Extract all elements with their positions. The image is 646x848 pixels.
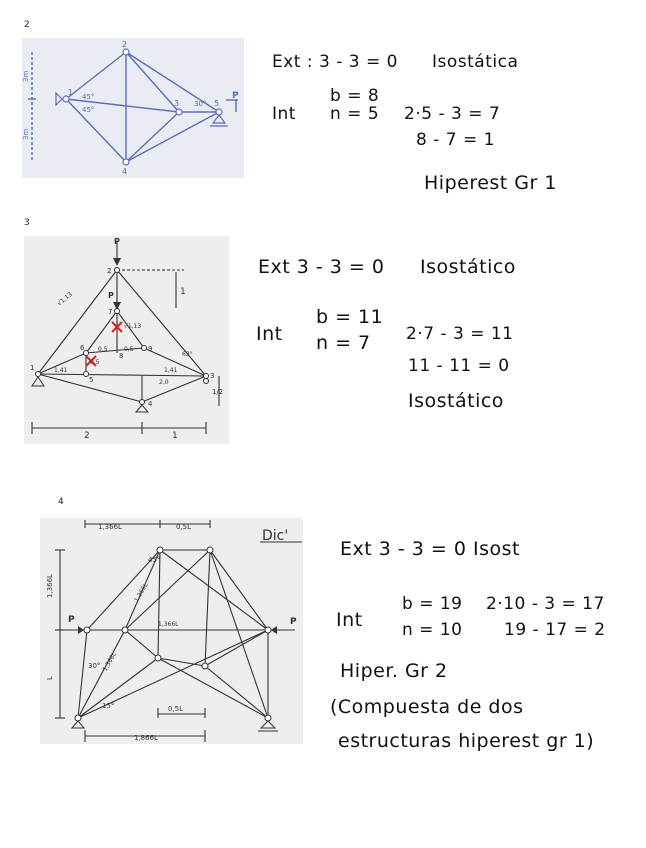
angle-label: 45° <box>82 93 95 101</box>
diagonal-label: 1,366L <box>101 651 118 673</box>
angle-label: 45° <box>148 556 161 564</box>
value-label: 0,5 <box>98 346 108 353</box>
int-calculation: 2·7 - 3 = 11 <box>406 324 514 344</box>
angle-label: 15° <box>102 702 115 710</box>
node-label: 4 <box>122 167 128 176</box>
int-label: Int <box>256 323 283 345</box>
angle-label: 45° <box>82 106 95 114</box>
dimension-label: 1 <box>180 287 186 297</box>
dimension-label: 0,5L <box>168 705 184 713</box>
bars-count: b = 11 <box>316 306 384 328</box>
diagonal-label: 1,366L <box>158 621 179 628</box>
load-label: P <box>68 615 75 625</box>
ext-classification: Isostático <box>420 256 516 278</box>
node-label: 9 <box>148 345 153 353</box>
value-label: 0,5 <box>90 359 100 366</box>
dimension-label: 1 <box>172 431 178 441</box>
load-label: P <box>108 291 114 300</box>
dimension-label: L <box>46 676 54 680</box>
load-label: P <box>290 617 297 627</box>
node-label: 1 <box>68 88 74 97</box>
truss-figure-3 <box>24 236 229 444</box>
load-label: P <box>114 237 120 246</box>
problem-number: 2 <box>24 20 30 30</box>
node-label: 5 <box>89 376 94 384</box>
result-text: Hiper. Gr 2 <box>340 660 448 682</box>
dimension-label: 2 <box>84 431 90 441</box>
value-label: 0,5 <box>124 346 134 353</box>
node-label: 1 <box>30 364 35 372</box>
load-label: P <box>232 91 239 101</box>
int-calculation: 2·5 - 3 = 7 <box>404 104 501 124</box>
ext-equation: Ext : 3 - 3 = 0 <box>272 52 398 72</box>
ext-equation: Ext 3 - 3 = 0 Isost <box>340 538 520 560</box>
ext-classification: Isostática <box>432 52 519 72</box>
value-label: 1,41 <box>54 367 68 374</box>
dimension-label: 1,866L <box>134 734 158 742</box>
int-difference: 8 - 7 = 1 <box>416 130 495 150</box>
handwritten-note: Dic' <box>262 528 289 544</box>
node-label: 8 <box>119 352 124 360</box>
value-label: √1,13 <box>56 290 74 308</box>
int-label: Int <box>336 609 363 631</box>
angle-label: 30° <box>194 100 207 108</box>
int-difference: 19 - 17 = 2 <box>504 620 606 640</box>
result-text: Isostático <box>408 390 504 412</box>
truss-figure-2 <box>22 38 244 178</box>
dimension-label: 1,366L <box>98 523 122 531</box>
dimension-label: 1,366L <box>46 574 54 598</box>
dimension-label: 3m <box>22 128 30 140</box>
node-label: 4 <box>148 400 153 408</box>
truss-figure-4 <box>40 518 303 744</box>
node-label: 6 <box>80 344 85 352</box>
nodes-count: n = 5 <box>330 104 380 124</box>
value-label: √1,13 <box>124 323 142 330</box>
node-label: 5 <box>214 99 220 108</box>
dimension-label: 0,5L <box>176 523 192 531</box>
node-label: 2 <box>122 40 128 49</box>
node-label: 3 <box>174 99 180 108</box>
note-line: estructuras hiperest gr 1) <box>338 730 595 752</box>
result-text: Hiperest Gr 1 <box>424 172 557 194</box>
dimension-label: 1/2 <box>212 388 224 396</box>
int-difference: 11 - 11 = 0 <box>408 356 510 376</box>
nodes-count: n = 10 <box>402 620 463 640</box>
bars-count: b = 19 <box>402 594 463 614</box>
bars-count: b = 8 <box>330 86 380 106</box>
ext-equation: Ext 3 - 3 = 0 <box>258 256 385 278</box>
node-label: 3 <box>210 372 215 380</box>
node-label: 7 <box>108 308 113 316</box>
int-label: Int <box>272 104 296 124</box>
dimension-label: 3m <box>22 70 30 82</box>
problem-number: 3 <box>24 218 30 228</box>
nodes-count: n = 7 <box>316 332 371 354</box>
problem-number: 4 <box>58 497 64 507</box>
value-label: 1,41 <box>164 367 178 374</box>
node-label: 2 <box>107 267 112 275</box>
angle-label: 30° <box>88 662 101 670</box>
note-line: (Compuesta de dos <box>330 696 524 718</box>
value-label: 2,0 <box>159 379 169 386</box>
angle-label: 63° <box>182 351 193 358</box>
int-calculation: 2·10 - 3 = 17 <box>486 594 605 614</box>
diagonal-label: 1,366L <box>133 582 150 604</box>
